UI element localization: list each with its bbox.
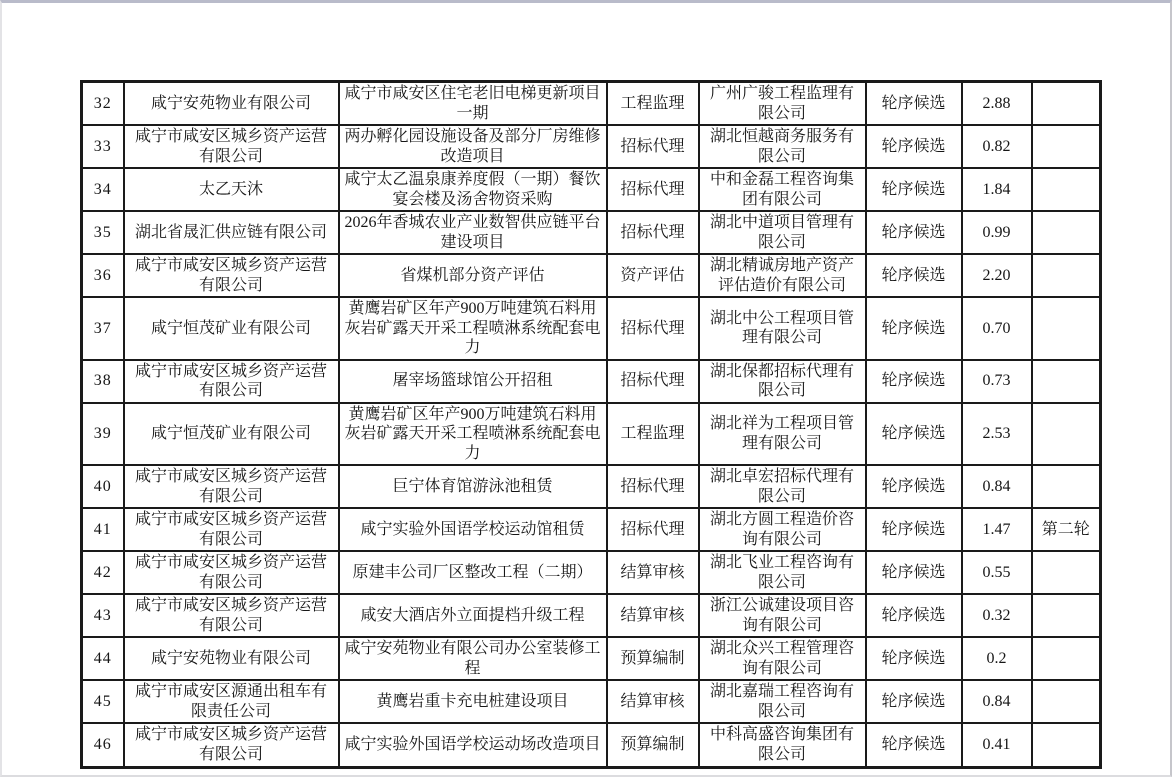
agency-name-cell: 湖北众兴工程管理咨询有限公司 bbox=[699, 637, 866, 680]
agency-name-cell: 浙江公诚建设项目咨询有限公司 bbox=[699, 594, 866, 637]
row-number-cell: 46 bbox=[82, 723, 124, 767]
project-name-cell: 咸宁实验外国语学校运动场改造项目 bbox=[339, 723, 607, 767]
project-name-cell: 咸安大酒店外立面提档升级工程 bbox=[339, 594, 607, 637]
service-type-cell: 招标代理 bbox=[607, 360, 699, 403]
service-type-cell: 结算审核 bbox=[607, 551, 699, 594]
project-name-cell: 巨宁体育馆游泳池租赁 bbox=[339, 465, 607, 508]
selection-status-cell: 轮序候选 bbox=[866, 125, 962, 168]
service-type-cell: 资产评估 bbox=[607, 254, 699, 297]
row-number-cell: 34 bbox=[82, 168, 124, 211]
row-number-cell: 45 bbox=[82, 680, 124, 723]
agency-name-cell: 湖北中道项目管理有限公司 bbox=[699, 211, 866, 254]
score-cell: 1.47 bbox=[962, 508, 1032, 551]
selection-status-cell: 轮序候选 bbox=[866, 297, 962, 360]
table-row bbox=[82, 680, 1101, 723]
table-row bbox=[82, 508, 1101, 551]
agency-name-cell: 湖北精诚房地产资产评估造价有限公司 bbox=[699, 254, 866, 297]
project-name-cell: 屠宰场篮球馆公开招租 bbox=[339, 360, 607, 403]
project-name-cell: 2026年香城农业产业数智供应链平台建设项目 bbox=[339, 211, 607, 254]
project-name-cell: 两办孵化园设施设备及部分厂房维修改造项目 bbox=[339, 125, 607, 168]
score-cell: 0.84 bbox=[962, 465, 1032, 508]
agency-name-cell: 中科高盛咨询集团有限公司 bbox=[699, 723, 866, 767]
note-cell bbox=[1032, 360, 1101, 403]
selection-status-cell: 轮序候选 bbox=[866, 168, 962, 211]
note-cell bbox=[1032, 254, 1101, 297]
client-name-cell: 咸宁市咸安区城乡资产运营有限公司 bbox=[124, 508, 339, 551]
table-row bbox=[82, 168, 1101, 211]
agency-name-cell: 湖北飞业工程咨询有限公司 bbox=[699, 551, 866, 594]
table-row bbox=[82, 594, 1101, 637]
score-cell: 0.99 bbox=[962, 211, 1032, 254]
score-cell: 0.73 bbox=[962, 360, 1032, 403]
selection-status-cell: 轮序候选 bbox=[866, 360, 962, 403]
client-name-cell: 咸宁市咸安区城乡资产运营有限公司 bbox=[124, 551, 339, 594]
agency-name-cell: 湖北卓宏招标代理有限公司 bbox=[699, 465, 866, 508]
table-row bbox=[82, 360, 1101, 403]
note-cell bbox=[1032, 403, 1101, 466]
table-row bbox=[82, 254, 1101, 297]
note-cell bbox=[1032, 168, 1101, 211]
row-number-cell: 38 bbox=[82, 360, 124, 403]
client-name-cell: 咸宁市咸安区城乡资产运营有限公司 bbox=[124, 594, 339, 637]
note-cell bbox=[1032, 637, 1101, 680]
score-cell: 0.82 bbox=[962, 125, 1032, 168]
project-name-cell: 原建丰公司厂区整改工程（二期） bbox=[339, 551, 607, 594]
row-number-cell: 42 bbox=[82, 551, 124, 594]
client-name-cell: 咸宁安苑物业有限公司 bbox=[124, 637, 339, 680]
client-name-cell: 咸宁安苑物业有限公司 bbox=[124, 82, 339, 126]
note-cell bbox=[1032, 594, 1101, 637]
score-cell: 0.55 bbox=[962, 551, 1032, 594]
client-name-cell: 咸宁市咸安区城乡资产运营有限公司 bbox=[124, 254, 339, 297]
selection-status-cell: 轮序候选 bbox=[866, 465, 962, 508]
project-name-cell: 黄鹰岩矿区年产900万吨建筑石料用灰岩矿露天开采工程喷淋系统配套电力 bbox=[339, 297, 607, 360]
table-row bbox=[82, 465, 1101, 508]
agency-name-cell: 湖北嘉瑞工程咨询有限公司 bbox=[699, 680, 866, 723]
service-type-cell: 招标代理 bbox=[607, 465, 699, 508]
selection-status-cell: 轮序候选 bbox=[866, 508, 962, 551]
service-type-cell: 招标代理 bbox=[607, 297, 699, 360]
score-cell: 0.84 bbox=[962, 680, 1032, 723]
row-number-cell: 44 bbox=[82, 637, 124, 680]
row-number-cell: 39 bbox=[82, 403, 124, 466]
note-cell bbox=[1032, 125, 1101, 168]
project-name-cell: 黄鹰岩重卡充电桩建设项目 bbox=[339, 680, 607, 723]
project-name-cell: 咸宁安苑物业有限公司办公室装修工程 bbox=[339, 637, 607, 680]
note-cell bbox=[1032, 723, 1101, 767]
note-cell bbox=[1032, 82, 1101, 126]
client-name-cell: 咸宁恒茂矿业有限公司 bbox=[124, 297, 339, 360]
table-row bbox=[82, 82, 1101, 126]
row-number-cell: 43 bbox=[82, 594, 124, 637]
service-type-cell: 工程监理 bbox=[607, 82, 699, 126]
agency-name-cell: 中和金磊工程咨询集团有限公司 bbox=[699, 168, 866, 211]
score-cell: 0.2 bbox=[962, 637, 1032, 680]
selection-status-cell: 轮序候选 bbox=[866, 594, 962, 637]
client-name-cell: 咸宁市咸安区城乡资产运营有限公司 bbox=[124, 360, 339, 403]
service-type-cell: 结算审核 bbox=[607, 594, 699, 637]
service-type-cell: 结算审核 bbox=[607, 680, 699, 723]
service-type-cell: 工程监理 bbox=[607, 403, 699, 466]
table-row bbox=[82, 551, 1101, 594]
selection-status-cell: 轮序候选 bbox=[866, 403, 962, 466]
project-name-cell: 咸宁实验外国语学校运动馆租赁 bbox=[339, 508, 607, 551]
client-name-cell: 湖北省晟汇供应链有限公司 bbox=[124, 211, 339, 254]
agency-name-cell: 湖北祥为工程项目管理有限公司 bbox=[699, 403, 866, 466]
table-row bbox=[82, 723, 1101, 767]
row-number-cell: 35 bbox=[82, 211, 124, 254]
row-number-cell: 36 bbox=[82, 254, 124, 297]
agency-name-cell: 湖北中公工程项目管理有限公司 bbox=[699, 297, 866, 360]
selection-status-cell: 轮序候选 bbox=[866, 254, 962, 297]
row-number-cell: 33 bbox=[82, 125, 124, 168]
agency-name-cell: 湖北恒越商务服务有限公司 bbox=[699, 125, 866, 168]
row-number-cell: 40 bbox=[82, 465, 124, 508]
service-type-cell: 招标代理 bbox=[607, 125, 699, 168]
note-cell: 第二轮 bbox=[1032, 508, 1101, 551]
selection-status-cell: 轮序候选 bbox=[866, 637, 962, 680]
note-cell bbox=[1032, 551, 1101, 594]
project-name-cell: 省煤机部分资产评估 bbox=[339, 254, 607, 297]
agency-name-cell: 湖北保都招标代理有限公司 bbox=[699, 360, 866, 403]
service-type-cell: 招标代理 bbox=[607, 211, 699, 254]
service-type-cell: 预算编制 bbox=[607, 637, 699, 680]
project-name-cell: 黄鹰岩矿区年产900万吨建筑石料用灰岩矿露天开采工程喷淋系统配套电力 bbox=[339, 403, 607, 466]
score-cell: 2.53 bbox=[962, 403, 1032, 466]
table-row bbox=[82, 403, 1101, 466]
table-row bbox=[82, 637, 1101, 680]
client-name-cell: 咸宁市咸安区城乡资产运营有限公司 bbox=[124, 465, 339, 508]
selection-status-cell: 轮序候选 bbox=[866, 82, 962, 126]
client-name-cell: 咸宁市咸安区城乡资产运营有限公司 bbox=[124, 125, 339, 168]
note-cell bbox=[1032, 680, 1101, 723]
client-name-cell: 咸宁市咸安区城乡资产运营有限公司 bbox=[124, 723, 339, 767]
client-name-cell: 咸宁市咸安区源通出租车有限责任公司 bbox=[124, 680, 339, 723]
score-cell: 2.20 bbox=[962, 254, 1032, 297]
service-type-cell: 招标代理 bbox=[607, 508, 699, 551]
table-row bbox=[82, 297, 1101, 360]
agency-name-cell: 湖北方圆工程造价咨询有限公司 bbox=[699, 508, 866, 551]
selection-status-cell: 轮序候选 bbox=[866, 211, 962, 254]
project-name-cell: 咸宁市咸安区住宅老旧电梯更新项目一期 bbox=[339, 82, 607, 126]
table-row bbox=[82, 211, 1101, 254]
service-type-cell: 预算编制 bbox=[607, 723, 699, 767]
table-body bbox=[82, 82, 1101, 768]
score-cell: 1.84 bbox=[962, 168, 1032, 211]
selection-status-cell: 轮序候选 bbox=[866, 551, 962, 594]
row-number-cell: 41 bbox=[82, 508, 124, 551]
score-cell: 0.41 bbox=[962, 723, 1032, 767]
note-cell bbox=[1032, 297, 1101, 360]
score-cell: 0.70 bbox=[962, 297, 1032, 360]
score-cell: 2.88 bbox=[962, 82, 1032, 126]
score-cell: 0.32 bbox=[962, 594, 1032, 637]
row-number-cell: 32 bbox=[82, 82, 124, 126]
note-cell bbox=[1032, 211, 1101, 254]
candidate-selection-table bbox=[80, 80, 1102, 769]
client-name-cell: 太乙天沐 bbox=[124, 168, 339, 211]
selection-status-cell: 轮序候选 bbox=[866, 723, 962, 767]
note-cell bbox=[1032, 465, 1101, 508]
table-row bbox=[82, 125, 1101, 168]
service-type-cell: 招标代理 bbox=[607, 168, 699, 211]
agency-name-cell: 广州广骏工程监理有限公司 bbox=[699, 82, 866, 126]
client-name-cell: 咸宁恒茂矿业有限公司 bbox=[124, 403, 339, 466]
project-name-cell: 咸宁太乙温泉康养度假（一期）餐饮宴会楼及汤舍物资采购 bbox=[339, 168, 607, 211]
row-number-cell: 37 bbox=[82, 297, 124, 360]
selection-status-cell: 轮序候选 bbox=[866, 680, 962, 723]
